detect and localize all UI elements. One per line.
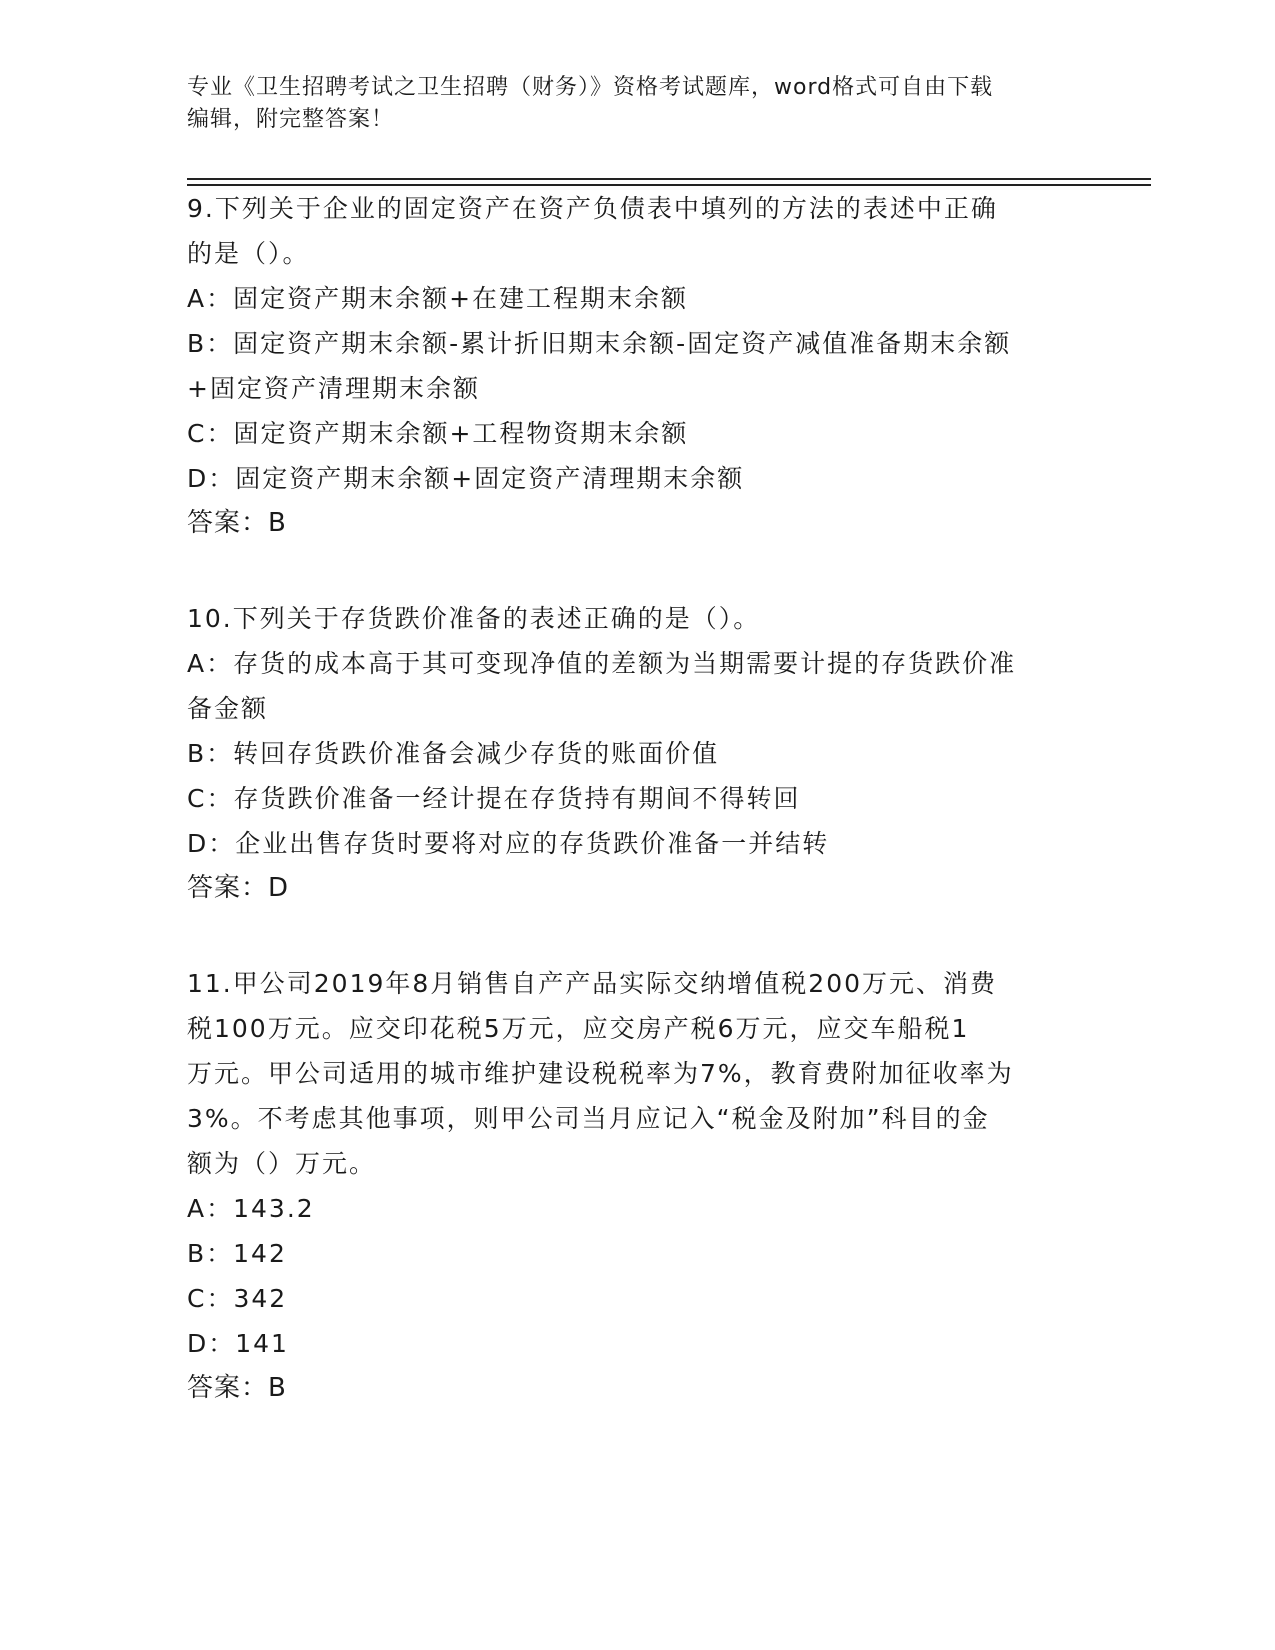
option-a: A：143.2 <box>187 1194 315 1223</box>
option-d: D：141 <box>187 1329 289 1358</box>
document-header <box>187 72 1067 136</box>
option-c: C：固定资产期末余额+工程物资期末余额 <box>187 419 689 448</box>
answer: 答案：B <box>187 1373 287 1403</box>
option-a: A：存货的成本高于其可变现净值的差额为当期需要计提的存货跌价准 <box>187 649 1017 678</box>
option-b: B：转回存货跌价准备会减少存货的账面价值 <box>187 739 720 768</box>
question-stem: 3%。不考虑其他事项，则甲公司当月应记入“税金及附加”科目的金 <box>187 1104 990 1133</box>
option-c: C：存货跌价准备一经计提在存货持有期间不得转回 <box>187 784 801 813</box>
question-11 <box>187 961 1087 1411</box>
option-c: C：342 <box>187 1284 288 1313</box>
option-b: +固定资产清理期末余额 <box>187 374 480 403</box>
option-b: B：142 <box>187 1239 287 1268</box>
question-9 <box>187 186 1087 546</box>
answer: 答案：D <box>187 873 290 903</box>
option-a: 备金额 <box>187 694 269 723</box>
question-stem: 11.甲公司2019年8月销售自产产品实际交纳增值税200万元、消费 <box>187 969 998 998</box>
header-line: 编辑，附完整答案！ <box>187 107 395 132</box>
answer: 答案：B <box>187 508 287 538</box>
question-stem: 万元。甲公司适用的城市维护建设税税率为7%，教育费附加征收率为 <box>187 1059 1014 1088</box>
header-divider <box>187 178 1151 180</box>
header-line: 专业《卫生招聘考试之卫生招聘（财务）》资格考试题库，word格式可自由下载 <box>187 75 994 100</box>
question-stem: 的是（）。 <box>187 239 310 268</box>
option-d: D：固定资产期末余额+固定资产清理期末余额 <box>187 464 745 493</box>
question-10 <box>187 596 1087 911</box>
option-a: A：固定资产期末余额+在建工程期末余额 <box>187 284 689 313</box>
question-stem: 10.下列关于存货跌价准备的表述正确的是（）。 <box>187 604 761 633</box>
option-d: D：企业出售存货时要将对应的存货跌价准备一并结转 <box>187 829 830 858</box>
question-stem: 税100万元。应交印花税5万元，应交房产税6万元，应交车船税1 <box>187 1014 970 1043</box>
option-b: B：固定资产期末余额-累计折旧期末余额-固定资产减值准备期末余额 <box>187 329 1012 358</box>
question-stem: 额为（）万元。 <box>187 1149 377 1178</box>
question-stem: 9.下列关于企业的固定资产在资产负债表中填列的方法的表述中正确 <box>187 194 998 223</box>
